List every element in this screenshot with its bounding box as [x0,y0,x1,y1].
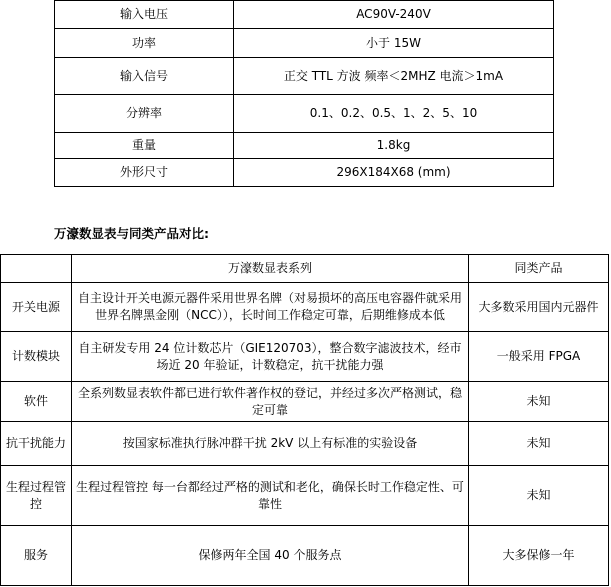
row-item: 计数模块 [1,332,72,382]
row-others: 未知 [469,466,609,526]
spec-value: AC90V-240V [234,1,554,29]
spec-value: 296X184X68 (mm) [234,159,554,187]
row-others: 未知 [469,422,609,466]
comparison-row [1,283,609,332]
row-others: 大多数采用国内元器件 [469,283,609,332]
row-ours: 自主设计开关电源元器件采用世界名牌（对易损坏的高压电容器件就采用世界名牌黑金刚（NCC）），长时间工作稳定可靠，后期维修成本低 [72,283,469,332]
row-item: 抗干扰能力 [1,422,72,466]
spec-value: 1.8kg [234,133,554,159]
spec-value: 正交 TTL 方波 频率＜2MHZ 电流＞1mA [234,58,554,95]
row-ours: 全系列数显表软件都已进行软件著作权的登记，并经过多次严格测试，稳定可靠 [72,382,469,422]
header-ours: 万濠数显表系列 [72,255,469,283]
spec-label: 外形尺寸 [55,159,234,187]
comparison-row [1,382,609,422]
spec-label: 重量 [55,133,234,159]
spec-row [55,58,554,95]
spec-table [54,0,554,187]
spec-label: 功率 [55,29,234,58]
spec-row [55,29,554,58]
row-others: 一般采用 FPGA [469,332,609,382]
comparison-header-row [1,255,609,283]
spec-row [55,133,554,159]
row-ours: 保修两年全国 40 个服务点 [72,526,469,586]
row-item: 开关电源 [1,283,72,332]
row-item: 服务 [1,526,72,586]
row-others: 大多保修一年 [469,526,609,586]
row-ours: 自主研发专用 24 位计数芯片（GIE120703），整合数字滤波技术，经市场近 20 年验证，计数稳定，抗干扰能力强 [72,332,469,382]
spec-row [55,95,554,133]
header-others: 同类产品 [469,255,609,283]
row-item: 生程过程管控 [1,466,72,526]
spec-row [55,159,554,187]
spec-value: 0.1、0.2、0.5、1、2、5、10 [234,95,554,133]
comparison-row [1,466,609,526]
spec-label: 输入信号 [55,58,234,95]
row-ours: 生程过程管控 每一台都经过严格的测试和老化，确保长时工作稳定性、可靠性 [72,466,469,526]
comparison-table [0,254,609,586]
row-ours: 按国家标准执行脉冲群干扰 2kV 以上有标准的实验设备 [72,422,469,466]
header-item [1,255,72,283]
comparison-row [1,332,609,382]
spec-value: 小于 15W [234,29,554,58]
comparison-heading: 万濠数显表与同类产品对比: [54,226,209,241]
spec-row [55,1,554,29]
comparison-row [1,422,609,466]
row-others: 未知 [469,382,609,422]
spec-label: 输入电压 [55,1,234,29]
row-item: 软件 [1,382,72,422]
comparison-row [1,526,609,586]
spec-label: 分辨率 [55,95,234,133]
